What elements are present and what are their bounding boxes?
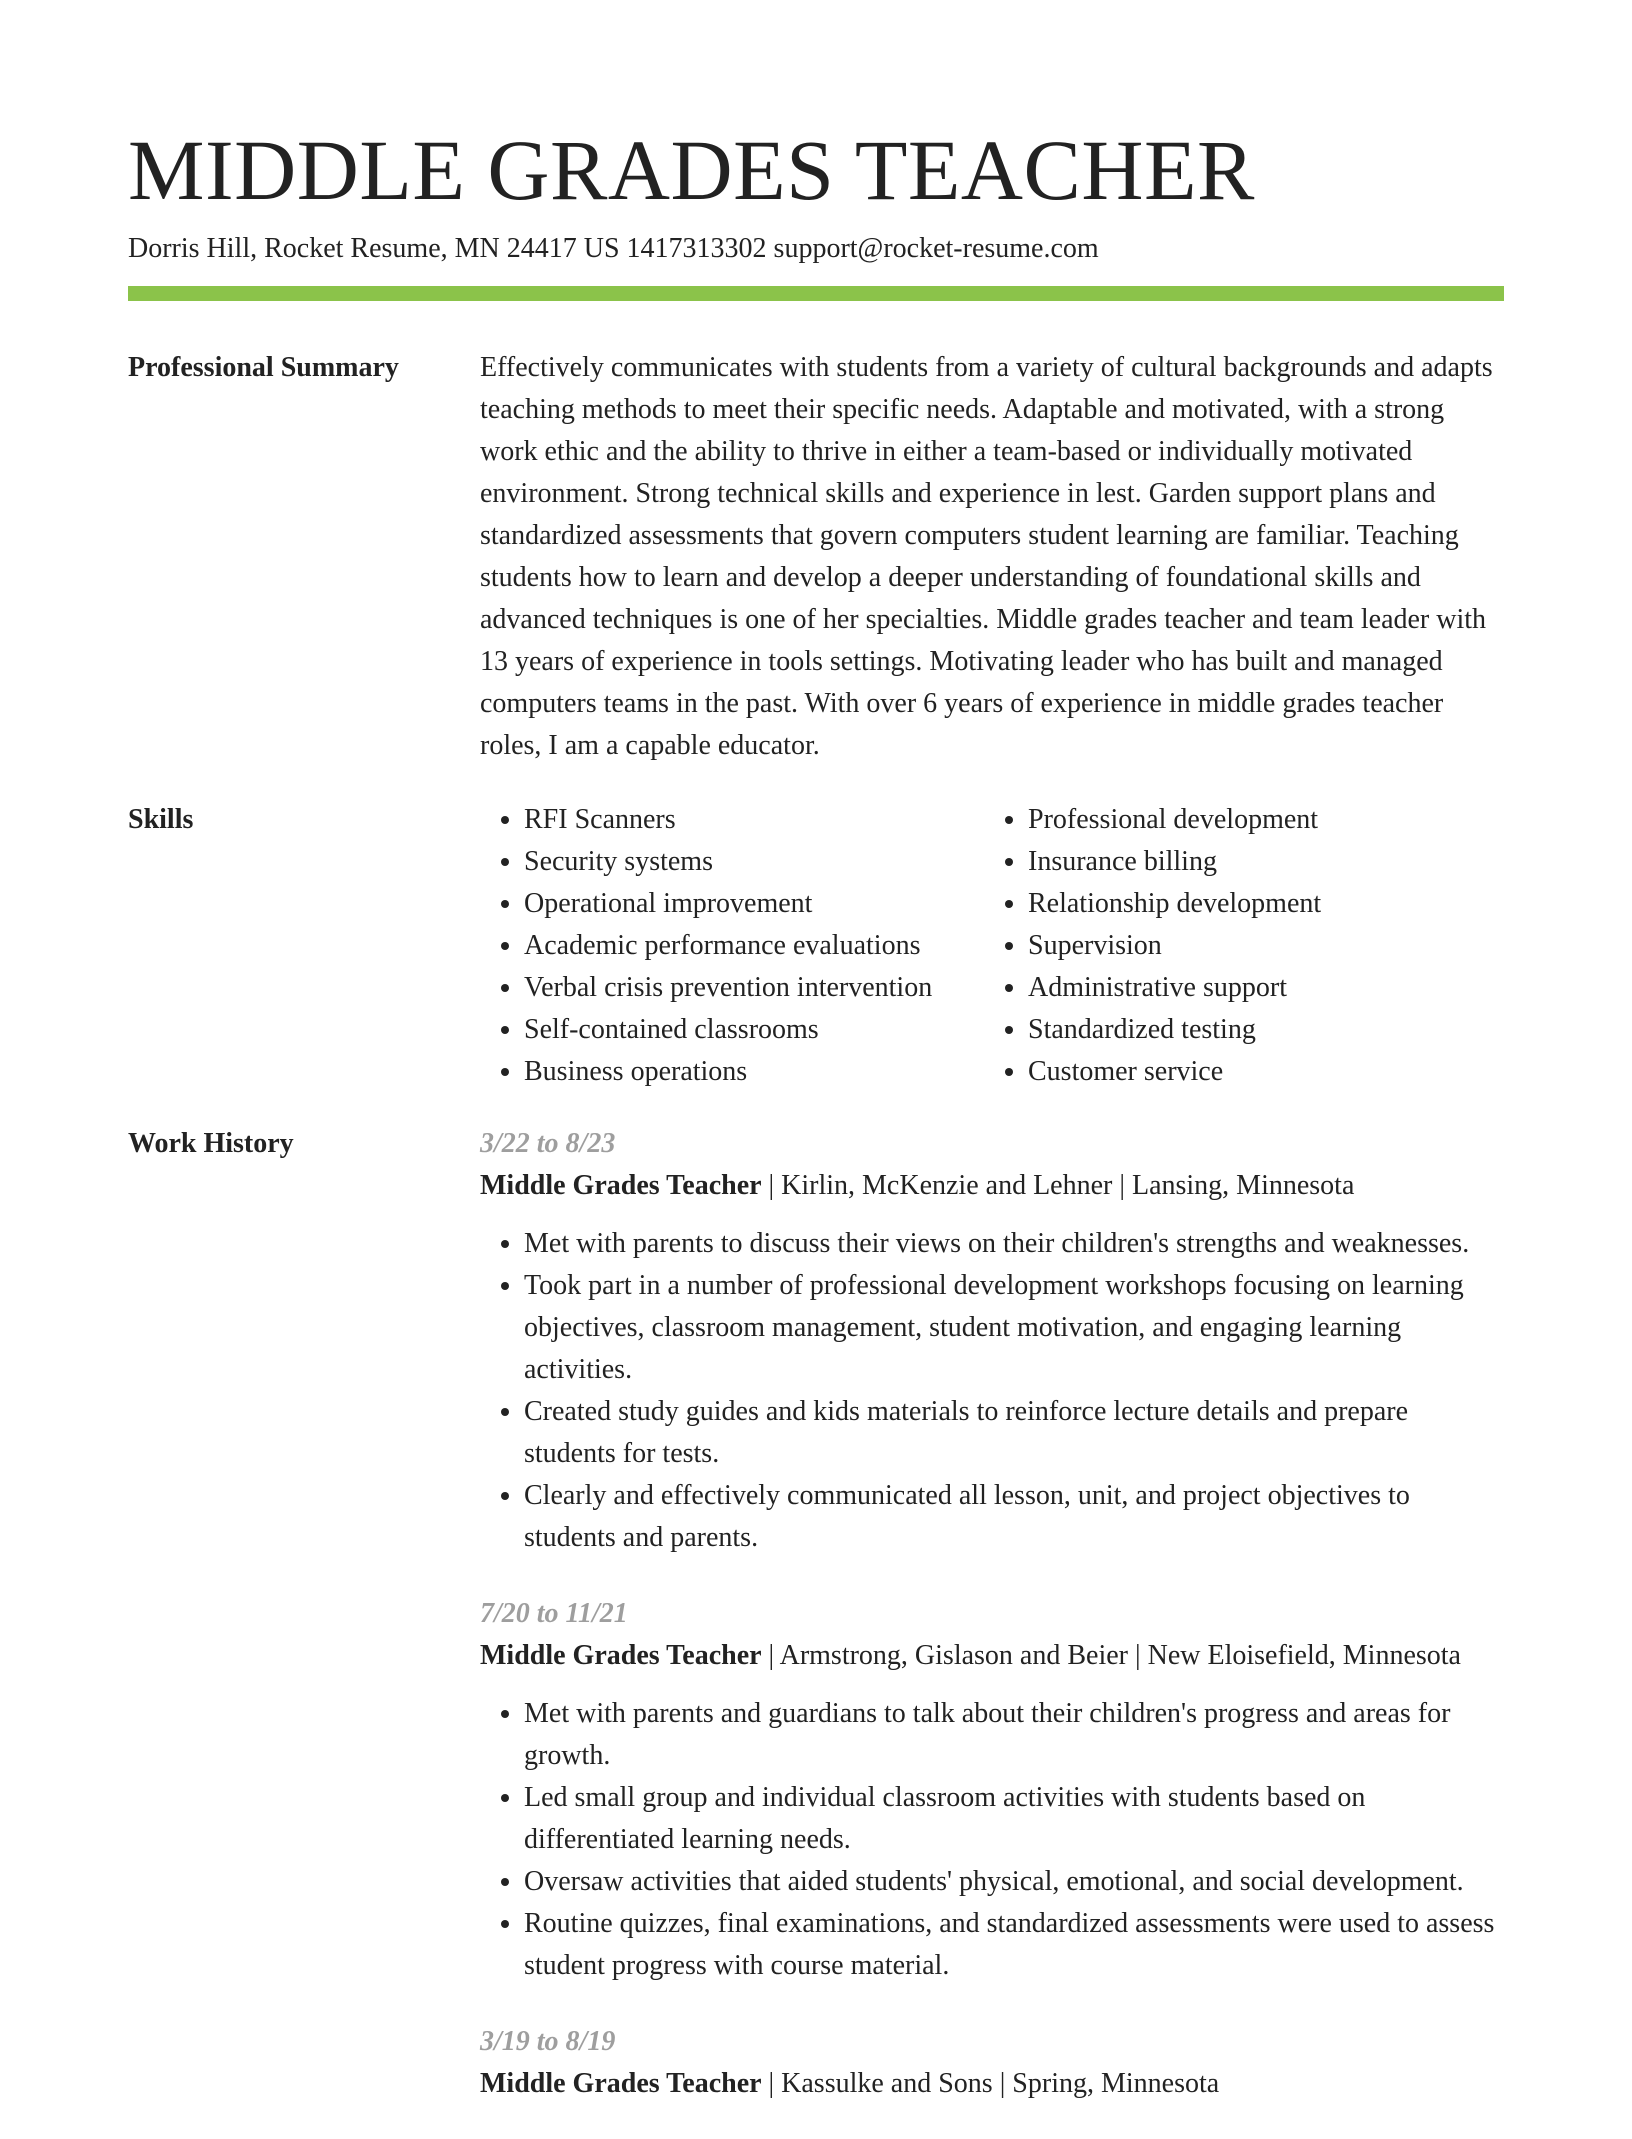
job-employer-location: | Kassulke and Sons | Spring, Minnesota [761,2068,1220,2099]
contact-person: Dorris Hill, [128,233,258,264]
contact-email: support@rocket-resume.com [773,233,1099,264]
job-dates: 3/19 to 8/19 [480,2026,616,2057]
contact-line [128,232,1099,266]
job-title: Middle Grades Teacher [480,2068,762,2099]
job-bullet: • Led small group and individual classroom activities with students based on differentiated learning needs. [524,1777,1504,1861]
work-history-body [480,1123,1504,2139]
job-dates: 7/20 to 11/21 [480,1598,628,1629]
job-bullet: • Took part in a number of professional development workshops focusing on learning objectives, classroom management, student motivation, and engaging learning activities. [524,1265,1504,1391]
skills-list-left [480,799,984,1093]
job-dates: 3/22 to 8/23 [480,1128,616,1159]
resume-name: MIDDLE GRADES TEACHER [128,122,1255,218]
job-bullet: • Clearly and effectively communicated all lesson, unit, and project objectives to students and parents. [524,1475,1504,1559]
skills-list-right [984,799,1488,1093]
skill-item: • RFI Scanners [524,799,984,841]
summary-heading: Professional Summary [128,352,399,383]
skill-item: • Administrative support [1028,967,1488,1009]
skills-heading: Skills [128,804,194,835]
skill-item: • Professional development [1028,799,1488,841]
skill-item: • Academic performance evaluations [524,925,984,967]
contact-phone: 1417313302 [626,233,767,264]
summary-body [480,347,1504,767]
job-employer-location: | Armstrong, Gislason and Beier | New Eloisefield, Minnesota [761,1640,1461,1671]
job-bullet: • Met with parents and guardians to talk about their children's progress and areas for growth. [524,1693,1504,1777]
job-title-line [480,1635,1504,1677]
job-entry [480,1123,1504,1559]
job-bullets [480,1693,1504,1987]
skill-item: • Self-contained classrooms [524,1009,984,1051]
work-history-heading: Work History [128,1128,294,1159]
header-accent-rule [128,286,1504,301]
skill-item: • Security systems [524,841,984,883]
job-title-line [480,2063,1504,2105]
skill-item: • Standardized testing [1028,1009,1488,1051]
skill-item: • Insurance billing [1028,841,1488,883]
job-title-line [480,1165,1504,1207]
skill-item: • Customer service [1028,1051,1488,1093]
skill-item: • Supervision [1028,925,1488,967]
skill-item: • Relationship development [1028,883,1488,925]
skill-item: • Verbal crisis prevention intervention [524,967,984,1009]
job-bullets [480,1223,1504,1559]
job-title: Middle Grades Teacher [480,1640,762,1671]
job-entry [480,1593,1504,1987]
job-bullet: • Routine quizzes, final examinations, and standardized assessments were used to assess student progress with course material. [524,1903,1504,1987]
contact-address: Rocket Resume, MN 24417 US [264,233,620,264]
skill-item: • Operational improvement [524,883,984,925]
job-employer-location: | Kirlin, McKenzie and Lehner | Lansing, Minnesota [761,1170,1355,1201]
job-bullet: • Oversaw activities that aided students' physical, emotional, and social development. [524,1861,1504,1903]
skills-lists [480,799,1504,1093]
job-entry [480,2021,1504,2105]
skill-item: • Business operations [524,1051,984,1093]
job-title: Middle Grades Teacher [480,1170,762,1201]
summary-text: Effectively communicates with students from a variety of cultural backgrounds and adapts teaching methods to meet their specific needs. Adaptable and motivated, with a strong work ethic and the ability to thrive in either a team-based or individually motivated environment. Strong technical skills and experience in lest. Garden support plans and standardized assessments that govern computers student learning are familiar. Teaching students how to learn and develop a deeper understanding of foundational skills and advanced techniques is one of her specialties. Middle grades teacher and team leader with 13 years of experience in tools settings. Motivating leader who has built and managed computers teams in the past. With over 6 years of experience in middle grades teacher roles, I am a capable educator. [480,352,1493,761]
job-bullet: • Created study guides and kids materials to reinforce lecture details and prepare students for tests. [524,1391,1504,1475]
job-bullet: • Met with parents to discuss their views on their children's strengths and weaknesses. [524,1223,1504,1265]
